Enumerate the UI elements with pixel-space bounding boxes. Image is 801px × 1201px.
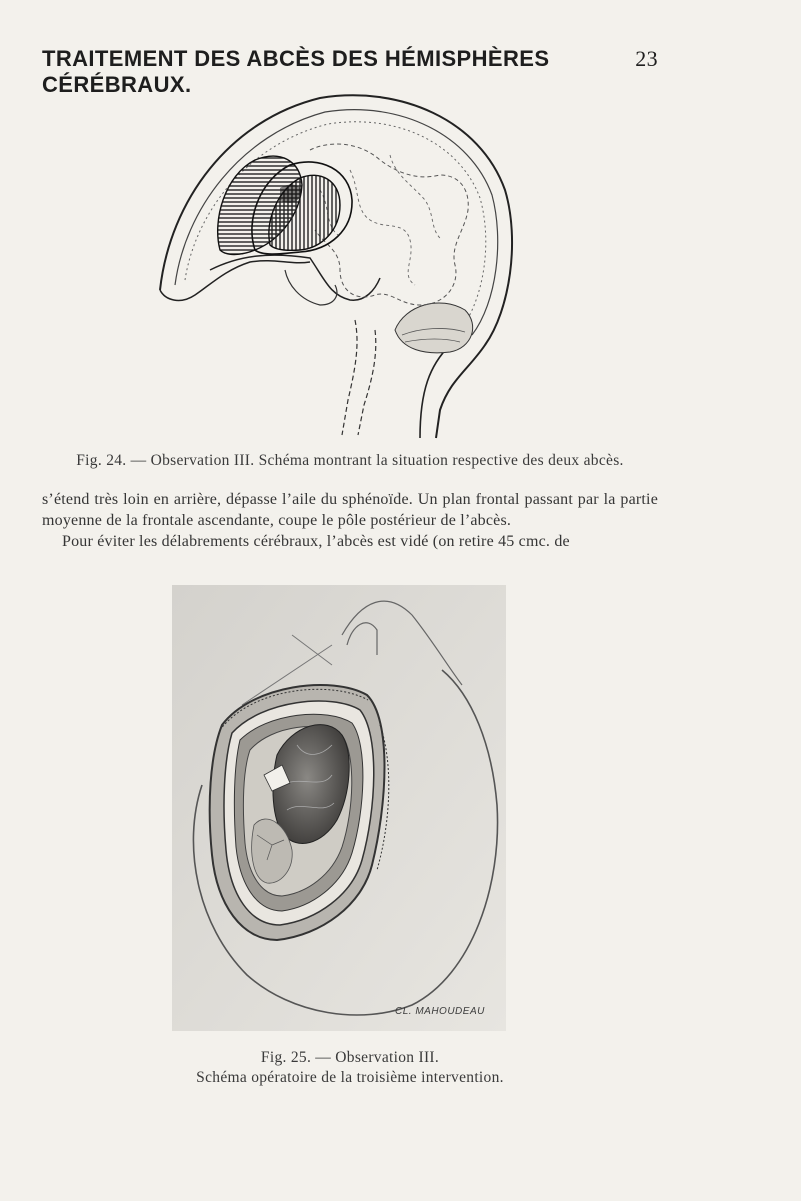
body-text bbox=[42, 489, 658, 552]
paragraph-1: s’étend très loin en arrière, dépasse l’aile du sphénoïde. Un plan frontal passant par la partie moyenne de la frontale ascendante, coupe le pôle postérieur de l’abcès. bbox=[42, 491, 658, 529]
paragraph-2: Pour éviter les délabrements cérébraux, l’abcès est vidé (on retire 45 cmc. de bbox=[62, 533, 570, 550]
figure-24-caption: Fig. 24. — Observation III. Schéma montrant la situation respective des deux abcès. bbox=[76, 452, 624, 469]
figure-25-operative-schematic bbox=[172, 585, 506, 1031]
cerebellum bbox=[395, 303, 473, 353]
running-title: TRAITEMENT DES ABCÈS DES HÉMISPHÈRES CÉRÉBRAUX. bbox=[42, 46, 550, 97]
artist-signature: CL. MAHOUDEAU bbox=[395, 1006, 485, 1017]
figure-25-caption-line-2: Schéma opératoire de la troisième intervention. bbox=[196, 1069, 504, 1086]
page-number: 23 bbox=[635, 46, 658, 71]
figure-24-head-schematic bbox=[150, 80, 530, 440]
figure-25-caption-line-1: Fig. 25. — Observation III. bbox=[260, 1049, 440, 1066]
figure-25-caption bbox=[150, 1048, 550, 1088]
